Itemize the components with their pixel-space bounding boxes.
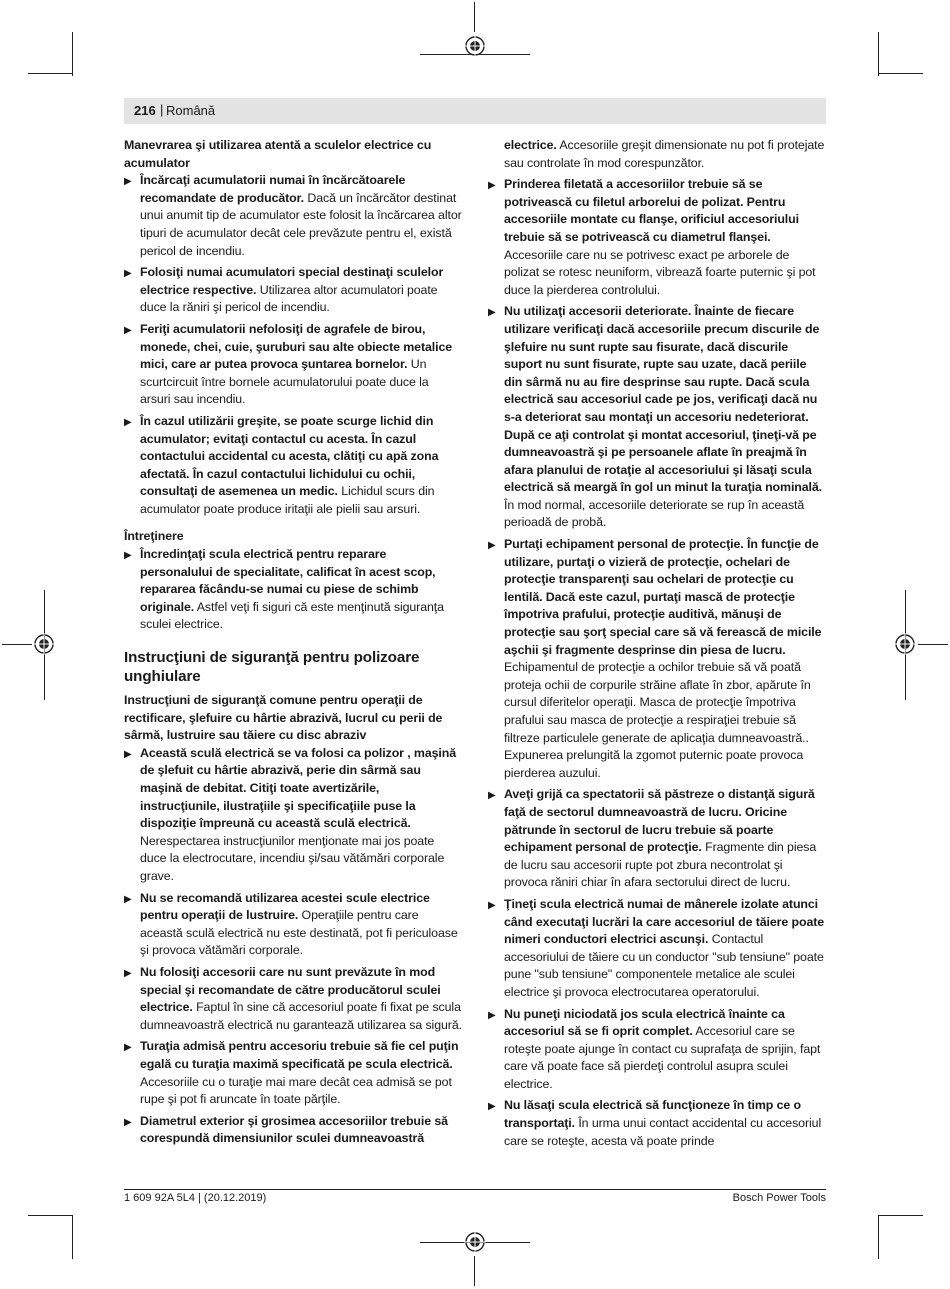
safety-list-item [488,303,826,532]
crop-mark [879,73,923,74]
section-title: Întreţinere [124,529,184,544]
safety-list-item [124,172,462,260]
item-text: Lichidul scurs din acumulator poate produce iritaţii ale pielii sau arsuri. [140,484,435,516]
crop-mark [28,73,72,74]
bullet-triangle-icon: ▶ [124,416,132,428]
item-bold-text: Nu se recomandă utilizarea acestei scule electrice pentru operaţii de lustruire. [140,890,430,923]
footer-rule [124,1189,826,1190]
continued-text: Accesoriile greşit dimensionate nu pot fi protejate sau controlate în mod corespunzător. [504,138,825,170]
bullet-triangle-icon: ▶ [124,550,132,562]
bullet-triangle-icon: ▶ [488,180,496,192]
registration-mark-icon [33,633,55,655]
footer-document-code: 1 609 92A 5L4 | (20.12.2019) [124,1192,267,1204]
item-bold-text: Această sculă electrică se va folosi ca polizor , maşină de şlefuit cu hârtie abrazivă, perie din sârmă sau maşină de debitat. Citiţi toate avertizările, instrucţiunile, ilustraţiile şi specificaţiile puse la dispoziţie împreună cu această sculă electrică. [140,745,457,831]
item-bold-text: Purtaţi echipament personal de protecţie. În funcţie de utilizare, purtaţi o vizieră de protecţie, ochelari de protecţie transparenţi sau ochelari de protecţie cu lentilă. Dacă este cazul, purtaţi mască de protecţie împotriva prafului, protecţie auditivă, mănuşi de protecţie sau şorţ special care să vă ferească de micile aşchii şi fragmente desprinse din piesa de lucru. [504,537,822,657]
safety-list-item [488,1097,826,1150]
item-text: Contactul accesoriului de tăiere cu un conductor "sub tensiune" poate pune "sub tensiune" componentele metalice ale sculei electrice şi provoca electrocutarea operatorului. [504,932,824,999]
item-text: Operaţiile pentru care această sculă electrică nu este destinată, pot fi periculoase şi provoca vătămări corporale. [140,908,458,958]
page-number: 216 [134,103,156,118]
item-text: În mod normal, accesoriile deteriorate se rup în această perioadă de probă. [504,497,805,530]
footer-brand: Bosch Power Tools [732,1192,826,1204]
safety-list-item [124,546,462,634]
item-text: Utilizarea altor acumulatori poate duce la răniri şi pericol de incendiu. [140,282,438,315]
item-text: În urma unui contact accidental cu accesoriul care se roteşte, acesta vă poate prinde [504,1116,822,1148]
bullet-triangle-icon: ▶ [488,790,496,802]
safety-list-item [124,413,462,519]
bullet-triangle-icon: ▶ [124,268,132,280]
item-bold-text: Nu utilizaţi accesorii deteriorate. Înainte de fiecare utilizare verificaţi dacă accesoriile precum discurile de şlefuire nu sunt rupte sau fisurate, dacă discurile suport nu sunt fisurate, rupte sau uzate, dacă periile din sârmă nu au fire desprinse sau rupte. Dacă scula electrică sau accesoriul cade pe jos, verificaţi dacă nu s-a deteriorat sau montaţi un accesoriu nedeteriorat. După ce aţi controlat şi montat accesoriul, ţineţi-vă pe dumneavoastră şi pe persoanele aflate în preajmă în afara planului de rotaţie al accesoriului şi lăsaţi scula electrică să meargă în gol un minut la turaţia nominală. [504,304,823,495]
item-bold-text: Feriţi acumulatorii nefolosiţi de agrafele de birou, monede, chei, cuie, şuruburi sau alte obiecte metalice mici, care ar putea provoca şuntarea bornelor. [140,321,453,372]
bullet-triangle-icon: ▶ [124,1042,132,1054]
item-bold-text: În cazul utilizării greşite, se poate scurge lichid din acumulator; evitaţi contactul cu acesta. În cazul contactului accidental cu acesta, clătiţi cu apă zona afectată. În cazul contactului lichidului cu ochii, consultaţi de asemenea un medic. [140,413,439,499]
bullet-triangle-icon: ▶ [124,893,132,905]
bullet-triangle-icon: ▶ [124,1116,132,1128]
bullet-triangle-icon: ▶ [488,899,496,911]
bullet-triangle-icon: ▶ [124,324,132,336]
item-bold-text: Nu lăsaţi scula electrică să funcţioneze în timp ce o transportaţi. [504,1098,801,1131]
continued-paragraph [488,137,826,172]
item-bold-text: Diametrul exterior şi grosimea accesoriilor trebuie să corespundă dimensiunilor sculei dumneavoastră [140,1113,448,1146]
item-bold-text: Prinderea filetată a accesoriilor trebuie să se potrivească cu filetul arborelui de polizat. Pentru accesoriile montate cu flanşe, orificiul accesoriului trebuie să se potrivească cu diametrul flanşei. [504,177,799,244]
section-heading: Instrucţiuni de siguranţă pentru polizoare unghiulare [124,649,420,686]
item-text: Echipamentul de protecţie a ochilor trebuie să vă poată proteja ochii de corpurile străine aflate în zbor, apărute în cursul diferitelor operaţii. Masca de protecţie împotriva prafului sau masca de protecţie a respiraţiei trebuie să filtreze particulele generate de aplicaţia dumneavoastră.. Expunerea prelungită la zgomot puternic poate provoca pierderea auzului. [504,660,811,780]
item-text: Un scurtcircuit între bornele acumulatorului poate duce la arsuri sau incendiu. [140,357,429,407]
item-bold-text: Aveţi grijă ca spectatorii să păstreze o distanţă sigură faţă de sectorul dumneavoastră de lucru. Oricine pătrunde în sectorul de lucru trebuie să poarte echipament personal de protecţie. [504,787,815,855]
section-title: Instrucţiuni de siguranţă comune pentru operaţii de rectificare, şlefuire cu hârtie abrazivă, lucrul cu perii de sârmă, lustruire sau tăiere cu disc abraziv [124,693,443,743]
continued-bold: electrice. [504,138,557,152]
item-text: Dacă un încărcător destinat unui anumit tip de acumulator este folosit la încărcarea altor tipuri de acumulator decât cele prevăzute pentru el, există pericol de incendiu. [140,190,462,258]
bullet-triangle-icon: ▶ [488,540,496,552]
item-text: Fragmente din piesa de lucru sau accesorii rupte pot zbura necontrolat şi provoca răniri chiar în afara sectorului direct de lucru. [504,840,817,890]
bullet-triangle-icon: ▶ [488,1101,496,1113]
item-bold-text: Folosiţi numai acumulatori special destinaţi sculelor electrice respective. [140,265,444,297]
safety-list-item [488,786,826,892]
bullet-triangle-icon: ▶ [488,1009,496,1021]
crop-mark [72,32,73,76]
crop-mark [474,2,475,32]
safety-list-item [124,745,462,886]
crop-mark [879,1215,923,1216]
safety-list-item [488,536,826,782]
safety-list-item [124,890,462,960]
item-text: Accesoriile care nu se potrivesc exact pe arborele de polizat se rotesc neuniform, vibrează foarte puternic şi pot duce la pierderea controlului. [504,247,816,297]
right-column [488,137,826,1154]
item-bold-text: Turaţia admisă pentru accesoriu trebuie să fie cel puţin egală cu turaţia maximă specificată pe scula electrică. [140,1039,459,1071]
safety-list-item [124,1113,462,1148]
item-text: Faptul în sine că accesoriul poate fi fixat pe scula dumneavoastră electrică nu garantează utilizarea sa sigură. [140,1000,462,1032]
bullet-triangle-icon: ▶ [124,967,132,979]
item-text: Accesoriile cu o turaţie mai mare decât cea admisă se pot rupe şi pot fi aruncate în toate părţile. [140,1074,452,1107]
item-text: Accesoriul care se roteşte poate ajunge în contact cu suprafaţa de sprijin, fapt care vă poate face să pierdeţi controlul asupra sculei electrice. [504,1024,821,1091]
crop-mark [2,644,32,645]
safety-list-item [124,264,462,317]
header-separator: | [160,102,164,117]
item-text: Nerespectarea instrucţiunilor menţionate mai jos poate duce la electrocutare, incendiu şi/sau vătămări corporale grave. [140,833,445,883]
safety-list-item [488,1006,826,1094]
item-bold-text: Ţineţi scula electrică numai de mânerele izolate atunci când executaţi lucrări la care accesoriul de tăiere poate nimeri conductori electrici ascunşi. [504,896,825,947]
item-bold-text: Încredinţaţi scula electrică pentru reparare personalului de specialitate, calificat în acest scop, repararea făcându-se numai cu piese de schimb originale. [140,547,436,614]
item-bold-text: Nu folosiţi accesorii care nu sunt prevăzute în mod special şi recomandate de către producătorul sculei electrice. [140,964,441,1015]
page-header [124,98,826,124]
section-title: Manevrarea şi utilizarea atentă a sculelor electrice cu acumulator [124,138,432,170]
safety-list-item [124,964,462,1034]
left-column [124,137,462,1152]
bullet-triangle-icon: ▶ [124,748,132,760]
item-bold-text: Încărcaţi acumulatorii numai în încărcătoarele recomandate de producător. [140,173,406,205]
safety-list-item [488,896,826,1002]
registration-mark-icon [894,633,916,655]
registration-mark-icon [464,35,486,57]
registration-mark-icon [464,1231,486,1253]
crop-mark [474,1256,475,1286]
item-text: Astfel veţi fi siguri că este menţinută siguranţa sculei electrice. [140,599,444,632]
safety-list-item [488,176,826,299]
safety-list-item [124,321,462,409]
crop-mark [918,644,948,645]
crop-mark [72,1215,73,1259]
bullet-triangle-icon: ▶ [488,307,496,319]
crop-mark [878,1215,879,1259]
crop-mark [28,1215,72,1216]
bullet-triangle-icon: ▶ [124,176,132,188]
safety-list-item [124,1038,462,1108]
crop-mark [878,32,879,76]
header-language: Română [166,103,216,118]
item-bold-text: Nu puneţi niciodată jos scula electrică înainte ca accesoriul să se fi oprit complet. [504,1006,785,1039]
